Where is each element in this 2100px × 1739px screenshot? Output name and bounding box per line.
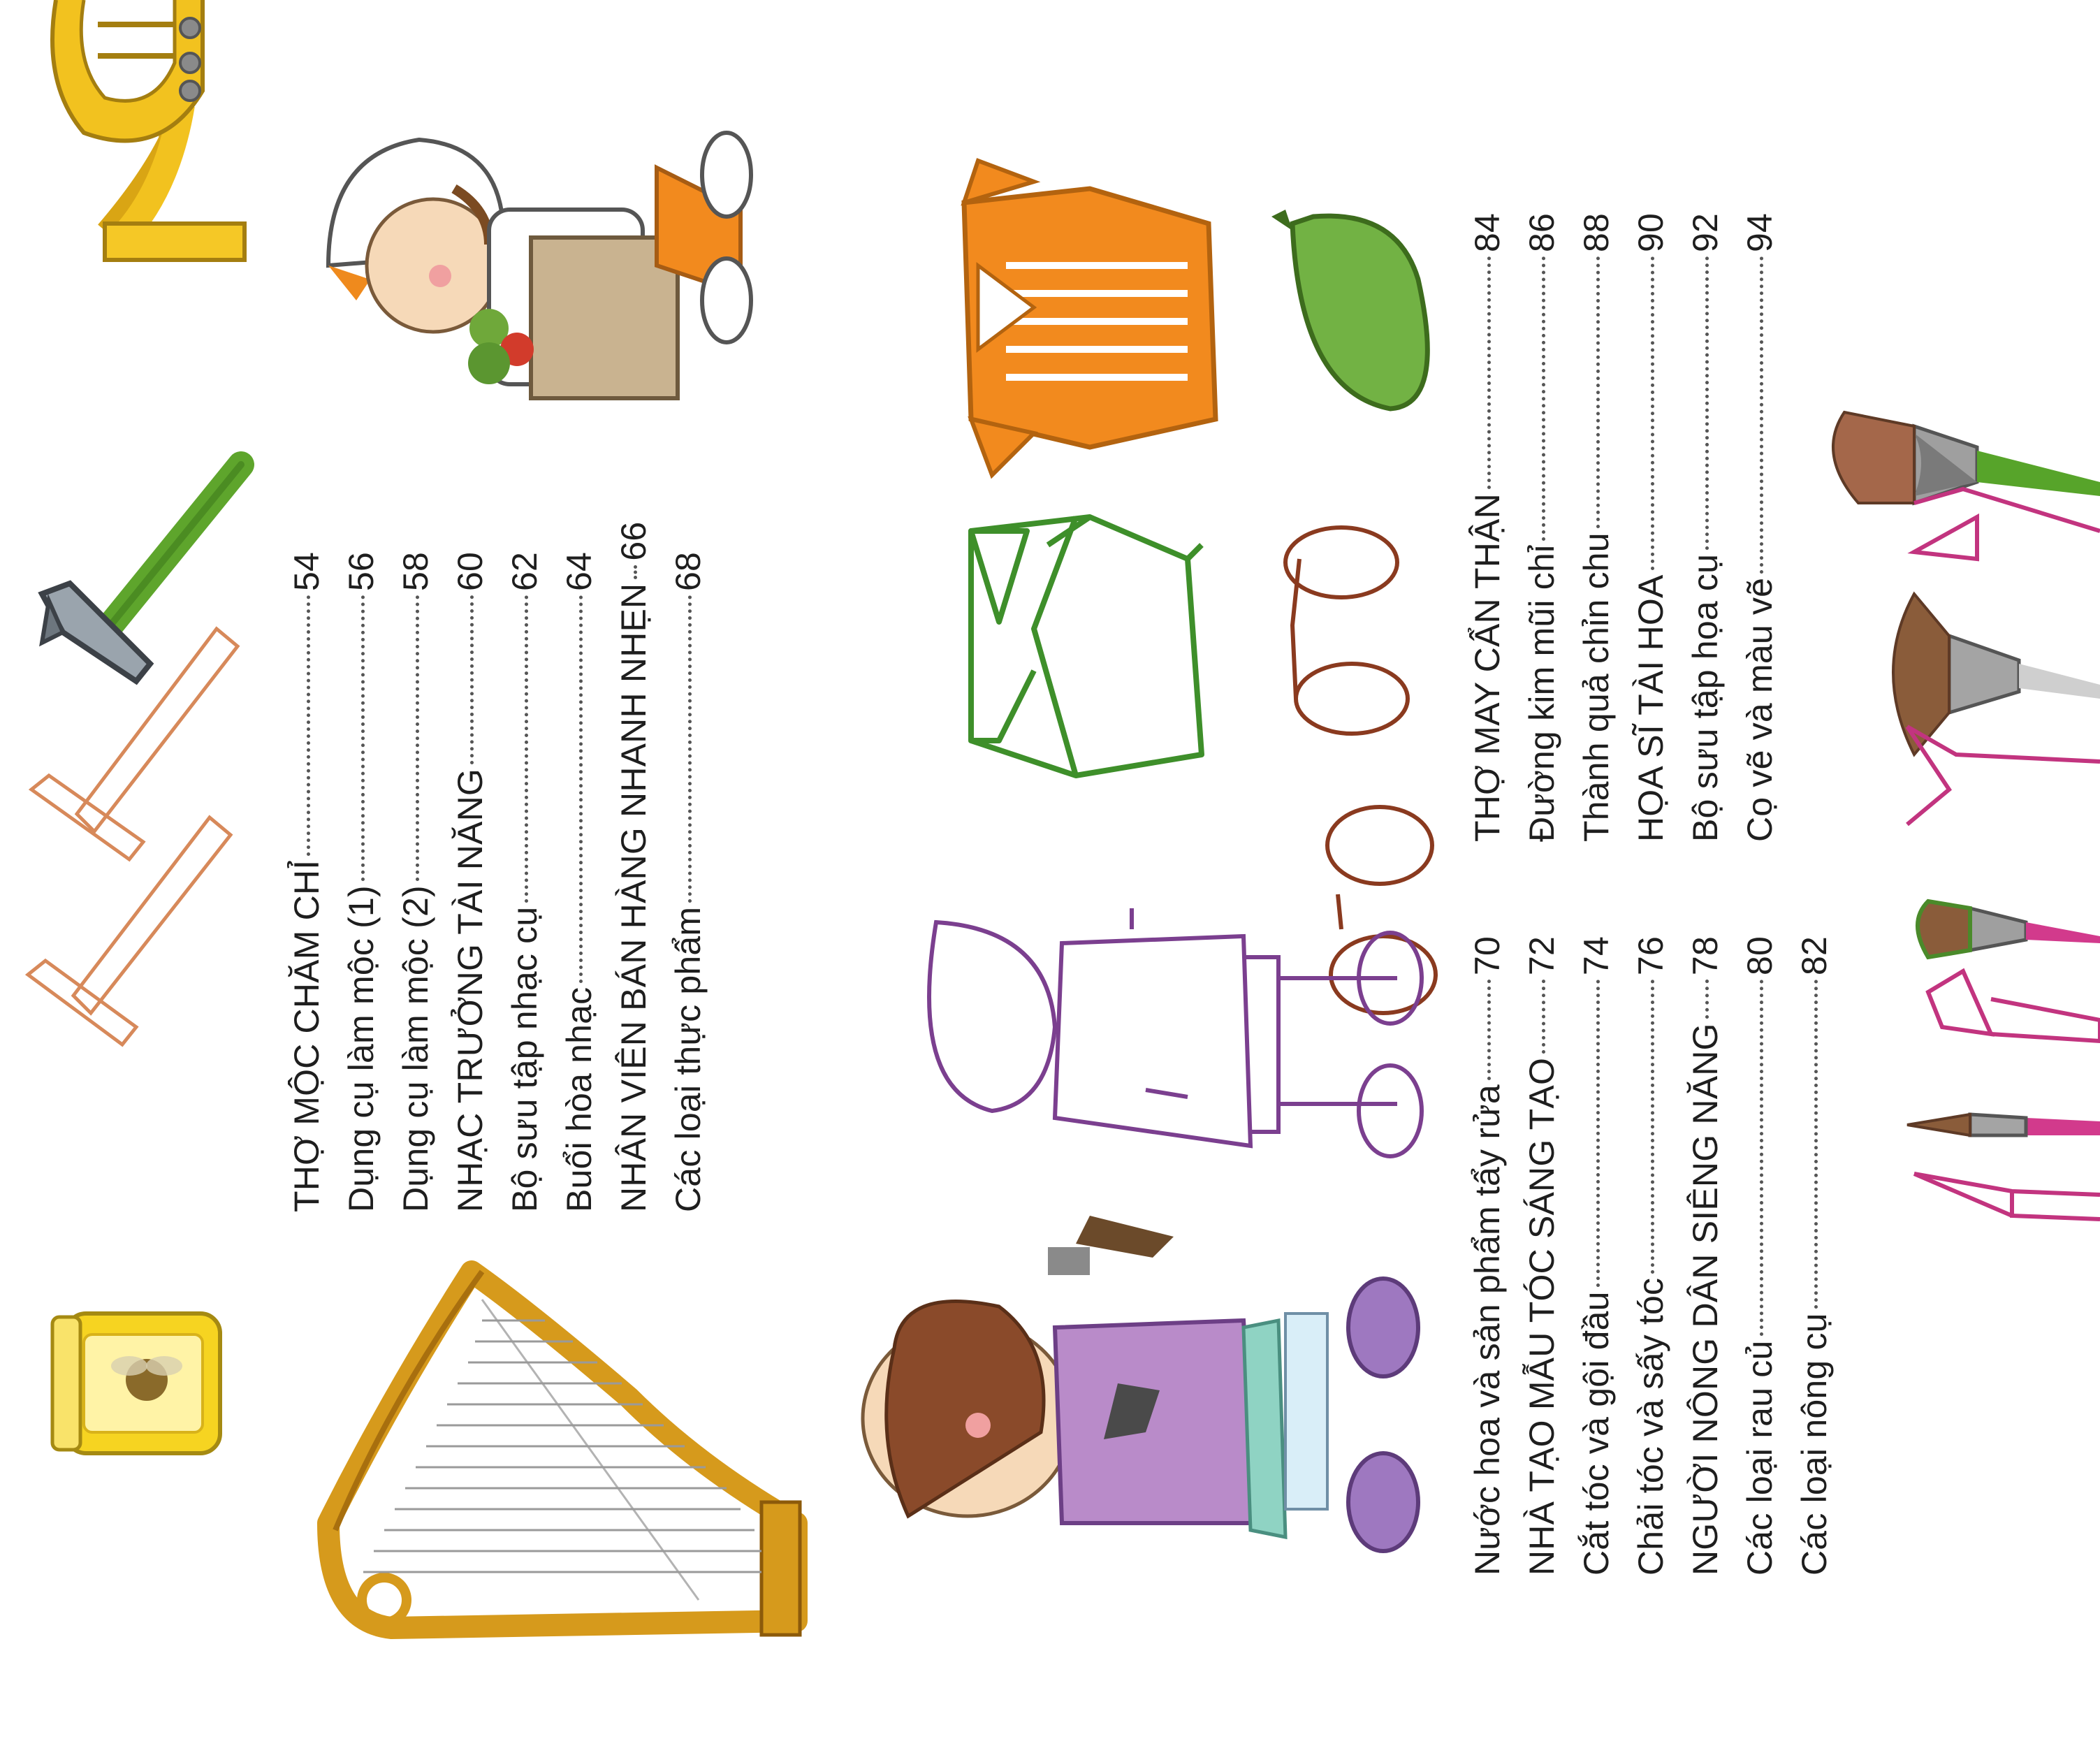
toc-entry-title: HỌA SĨ TÀI HOA xyxy=(1631,574,1670,842)
toc-entry-title: Dụng cụ làm mộc (1) xyxy=(342,885,381,1212)
toc-middle-entry xyxy=(1624,936,1678,1576)
toc-left-entry xyxy=(606,521,661,1212)
toc-entry-page: 60 xyxy=(451,552,490,592)
toc-entry-title: THỢ MAY CẨN THẬN xyxy=(1468,493,1507,842)
toc-entry-title: Buổi hòa nhạc xyxy=(560,987,599,1212)
toc-leader-dots xyxy=(525,595,528,903)
toc-entry-page: 88 xyxy=(1577,213,1616,253)
toc-middle-entry xyxy=(1569,936,1624,1576)
toc-entry-title: NHÀ TẠO MẪU TÓC SÁNG TẠO xyxy=(1522,1057,1561,1576)
toc-entry-page: 68 xyxy=(669,552,708,592)
toc-entry-page: 78 xyxy=(1686,936,1725,976)
toc-entry-title: Bộ sưu tập nhạc cụ xyxy=(505,906,544,1212)
honey-jar-icon xyxy=(52,1314,220,1453)
toc-entry-page: 58 xyxy=(396,552,435,592)
toc-entry-page: 72 xyxy=(1522,936,1561,976)
toc-leader-dots xyxy=(1760,256,1763,574)
trumpet-icon xyxy=(52,0,245,260)
toc-entry-page: 82 xyxy=(1795,936,1834,976)
toc-leader-dots xyxy=(1651,980,1654,1274)
toc-right-entry xyxy=(1678,213,1733,842)
toc-entry-title: Cọ vẽ và màu vẽ xyxy=(1740,577,1779,842)
toc-middle-entry xyxy=(1733,936,1787,1576)
toc-middle-entry xyxy=(1678,936,1733,1576)
toc-left-entry xyxy=(661,552,715,1212)
toc-leader-dots xyxy=(416,595,419,881)
toc-middle-entry xyxy=(1515,936,1569,1576)
toc-leader-dots xyxy=(1651,256,1654,570)
dress-sketch-icon xyxy=(971,517,1202,776)
toc-entry-page: 74 xyxy=(1577,936,1616,976)
toc-entry-title: Nước hoa và sản phẩm tẩy rửa xyxy=(1468,1084,1507,1576)
toc-entry-title: NHÂN VIÊN BÁN HÀNG NHANH NHẸN xyxy=(614,583,653,1212)
toc-left-entry xyxy=(552,552,606,1212)
toc-left-entry xyxy=(388,552,443,1212)
toc-left-entry xyxy=(334,552,388,1212)
toc-entry-title: Cắt tóc và gội đầu xyxy=(1577,1291,1616,1576)
toc-leader-dots xyxy=(1596,980,1600,1287)
toc-entry-title: Thành quả chỉn chu xyxy=(1577,532,1616,842)
toc-right-entry xyxy=(1515,213,1569,842)
toc-left-entry xyxy=(279,552,334,1212)
toc-entry-page: 76 xyxy=(1631,936,1670,976)
toc-leader-dots xyxy=(1705,256,1709,550)
toc-entry-page: 92 xyxy=(1686,213,1725,253)
toc-right-entry xyxy=(1624,213,1678,842)
toc-right-entry xyxy=(1733,213,1787,842)
hairdresser-girl-icon xyxy=(863,1216,1418,1551)
zucchini-icon xyxy=(1271,210,1427,409)
toc-entry-title: Các loại thực phẩm xyxy=(669,906,708,1212)
toc-entry-page: 62 xyxy=(505,552,544,592)
toc-entry-page: 54 xyxy=(287,552,326,592)
grocer-boy-icon xyxy=(328,133,751,398)
toc-entry-page: 70 xyxy=(1468,936,1507,976)
toc-leader-dots xyxy=(688,595,692,903)
toc-left-entry xyxy=(443,552,497,1212)
toc-column-right xyxy=(1460,213,1787,842)
toc-entry-title: Dụng cụ làm mộc (2) xyxy=(396,885,435,1212)
toc-leader-dots xyxy=(579,595,583,983)
toc-entry-title: Các loại nông cụ xyxy=(1795,1313,1834,1576)
toc-middle-entry xyxy=(1787,936,1842,1576)
toc-right-entry xyxy=(1569,213,1624,842)
harp-icon xyxy=(328,1272,800,1635)
toc-entry-page: 56 xyxy=(342,552,381,592)
toc-left-entry xyxy=(497,552,552,1212)
hammer-icon xyxy=(42,465,241,681)
toc-column-middle xyxy=(1460,936,1842,1576)
toc-entry-title: THỢ MỘC CHĂM CHỈ xyxy=(287,859,326,1212)
toc-right-entry xyxy=(1460,213,1515,842)
toc-leader-dots xyxy=(1814,980,1818,1309)
toc-leader-dots xyxy=(470,595,474,764)
glasses-sketch-icon xyxy=(1285,527,1436,1013)
toc-entry-page: 94 xyxy=(1740,213,1779,253)
brush-sketch-icon xyxy=(1907,489,2100,1219)
toc-entry-title: NHẠC TRƯỞNG TÀI NĂNG xyxy=(451,768,490,1212)
toc-leader-dots xyxy=(307,595,310,856)
toc-entry-title: NGƯỜI NÔNG DÂN SIÊNG NĂNG xyxy=(1686,1023,1725,1576)
toc-leader-dots xyxy=(634,565,637,579)
toc-entry-page: 86 xyxy=(1522,213,1561,253)
toc-entry-title: Bộ sưu tập họa cụ xyxy=(1686,553,1725,842)
toc-entry-page: 84 xyxy=(1468,213,1507,253)
toc-entry-page: 64 xyxy=(560,552,599,592)
toc-entry-page: 80 xyxy=(1740,936,1779,976)
toc-column-left xyxy=(279,521,715,1212)
toc-entry-title: Đường kim mũi chỉ xyxy=(1522,544,1561,842)
toc-entry-page: 66 xyxy=(614,521,653,561)
toc-leader-dots xyxy=(1487,256,1491,489)
toc-leader-dots xyxy=(361,595,365,881)
toc-leader-dots xyxy=(1596,256,1600,528)
toc-entry-page: 90 xyxy=(1631,213,1670,253)
shirt-icon xyxy=(964,161,1216,475)
toc-leader-dots xyxy=(1705,980,1709,1019)
toc-entry-title: Các loại rau củ xyxy=(1740,1340,1779,1576)
toc-leader-dots xyxy=(1487,980,1491,1080)
toc-leader-dots xyxy=(1542,980,1545,1054)
hammer-sketch-icon xyxy=(28,629,238,1045)
toc-entry-title: Chải tóc và sấy tóc xyxy=(1631,1277,1670,1576)
toc-leader-dots xyxy=(1760,980,1763,1336)
toc-leader-dots xyxy=(1542,256,1545,541)
toc-middle-entry xyxy=(1460,936,1515,1576)
